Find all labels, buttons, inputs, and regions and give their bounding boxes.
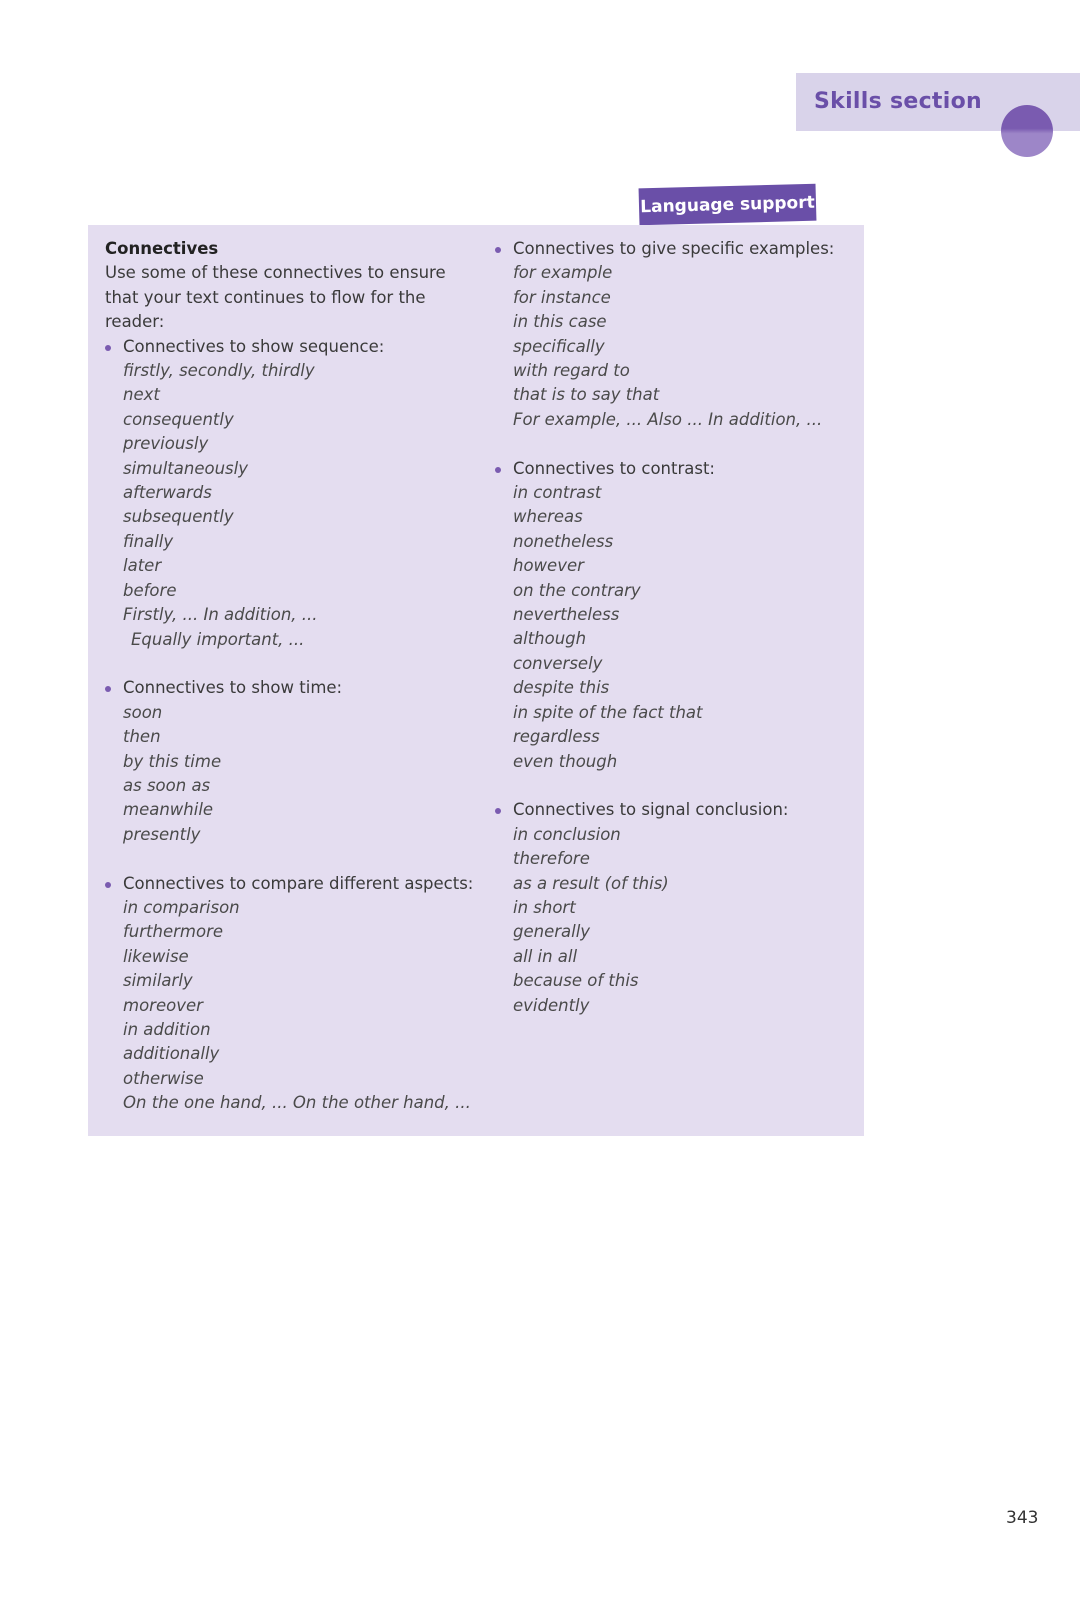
connectives-list xyxy=(495,481,855,774)
panel-heading: Connectives xyxy=(105,239,219,258)
connective-item: although xyxy=(513,629,587,649)
connectives-list xyxy=(495,261,855,432)
connective-item: because of this xyxy=(513,971,639,991)
connective-item: that is to say that xyxy=(513,385,660,405)
connective-item: furthermore xyxy=(123,922,224,942)
group-title xyxy=(105,335,475,359)
connectives-group xyxy=(105,676,475,847)
group-title-text: Connectives to signal conclusion: xyxy=(513,800,789,820)
connective-item: before xyxy=(123,580,177,600)
right-column xyxy=(495,237,855,1018)
connective-item: then xyxy=(123,727,161,747)
group-title xyxy=(105,676,475,700)
connective-item: Equally important, ... xyxy=(131,629,305,649)
connective-item: specifically xyxy=(513,336,605,356)
connective-item: as soon as xyxy=(123,775,211,795)
connectives-group xyxy=(105,335,475,652)
connective-item: generally xyxy=(513,922,591,942)
connective-item: in addition xyxy=(123,1019,211,1039)
connective-item: additionally xyxy=(123,1044,220,1064)
connective-item: nevertheless xyxy=(513,605,620,625)
connective-item: in this case xyxy=(513,312,607,332)
connective-item: evidently xyxy=(513,995,590,1015)
bullet-icon xyxy=(495,467,501,473)
group-title xyxy=(495,457,855,481)
connective-item: for example xyxy=(513,263,613,283)
connective-item: similarly xyxy=(123,971,193,991)
group-title-text: Connectives to give specific examples: xyxy=(513,239,835,258)
connective-item: nonetheless xyxy=(513,531,614,551)
group-title-text: Connectives to contrast: xyxy=(513,458,715,478)
left-groups xyxy=(105,335,475,1116)
connectives-group xyxy=(495,798,855,1018)
connective-item: with regard to xyxy=(513,361,630,381)
group-title xyxy=(495,237,855,261)
connective-item: otherwise xyxy=(123,1068,204,1088)
connectives-group xyxy=(495,237,855,432)
right-groups xyxy=(495,237,855,1018)
connective-item: whereas xyxy=(513,507,583,527)
bullet-icon xyxy=(495,808,501,814)
connective-item: subsequently xyxy=(123,507,234,527)
connective-item: later xyxy=(123,556,162,576)
group-title-text: Connectives to compare different aspects: xyxy=(123,873,474,893)
connective-item: moreover xyxy=(123,995,203,1015)
connective-item: as a result (of this) xyxy=(513,873,669,893)
connective-item: therefore xyxy=(513,849,590,869)
section-circle-marker xyxy=(1001,105,1053,157)
connective-item: by this time xyxy=(123,751,222,771)
language-support-tag: Language support xyxy=(639,184,817,226)
connectives-list xyxy=(105,359,475,652)
connective-item: despite this xyxy=(513,678,610,698)
connective-item: in comparison xyxy=(123,897,240,917)
connective-item: On the one hand, ... On the other hand, ... xyxy=(123,1093,471,1113)
connective-item: likewise xyxy=(123,946,189,966)
connective-item: even though xyxy=(513,751,618,771)
connective-item: Firstly, ... In addition, ... xyxy=(123,605,318,625)
connective-item: next xyxy=(123,385,160,405)
connective-item: previously xyxy=(123,434,209,454)
group-title xyxy=(495,798,855,822)
connective-item: soon xyxy=(123,702,163,722)
connective-item: regardless xyxy=(513,727,600,747)
left-column xyxy=(105,237,475,1116)
connective-item: all in all xyxy=(513,946,578,966)
intro-line: Use some of these connectives to ensure xyxy=(105,263,446,283)
connectives-list xyxy=(105,896,475,1116)
group-title-text: Connectives to show sequence: xyxy=(123,336,385,356)
connectives-list xyxy=(105,701,475,847)
connective-item: consequently xyxy=(123,409,234,429)
bullet-icon xyxy=(105,882,111,888)
connective-item: however xyxy=(513,556,584,576)
group-title-text: Connectives to show time: xyxy=(123,678,343,698)
connective-item: simultaneously xyxy=(123,458,248,478)
connective-item: afterwards xyxy=(123,483,212,503)
connective-item: finally xyxy=(123,531,174,551)
connective-item: in contrast xyxy=(513,483,602,503)
connective-item: in spite of the fact that xyxy=(513,702,703,722)
group-title xyxy=(105,872,475,896)
bullet-icon xyxy=(105,686,111,692)
connectives-group xyxy=(495,457,855,774)
connective-item: on the contrary xyxy=(513,580,641,600)
page-number: 343 xyxy=(1006,1508,1039,1528)
connective-item: in conclusion xyxy=(513,824,621,844)
connective-item: conversely xyxy=(513,653,603,673)
connective-item: in short xyxy=(513,897,576,917)
connective-item: meanwhile xyxy=(123,800,214,820)
connectives-group xyxy=(105,872,475,1116)
bullet-icon xyxy=(105,345,111,351)
intro-line: that your text continues to flow for the xyxy=(105,287,426,307)
connective-item: For example, ... Also ... In addition, ... xyxy=(513,409,823,429)
connective-item: firstly, secondly, thirdly xyxy=(123,361,315,381)
connectives-panel xyxy=(88,225,864,1136)
connective-item: presently xyxy=(123,824,201,844)
panel-intro xyxy=(105,261,475,334)
connectives-list xyxy=(495,823,855,1018)
bullet-icon xyxy=(495,247,501,253)
connective-item: for instance xyxy=(513,287,611,307)
section-label: Skills section xyxy=(814,89,982,114)
intro-line: reader: xyxy=(105,312,165,332)
